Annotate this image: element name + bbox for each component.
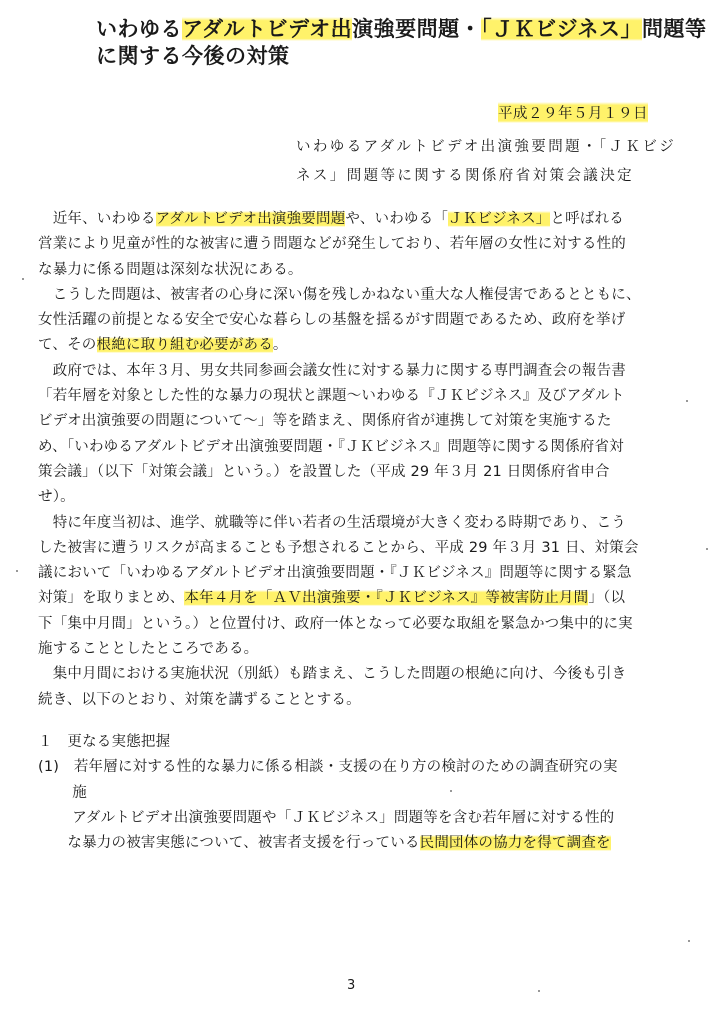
paragraph-1: 近年、いわゆるアダルトビデオ出演強要問題や、いわゆる「ＪＫビジネス」と呼ばれる 営業により児童が性的な被害に遭う問題などが発生しており、若年層の女性に対する性的 な暴力に係る問題は深刻な状況にある。 — [38, 211, 626, 278]
scan-speck — [686, 400, 688, 402]
highlight-eradication: 根絶に取り組む必要がある — [96, 337, 273, 354]
paragraph-2: こうした問題は、被害者の心身に深い傷を残しかねない重大な人権侵害であるとともに、 女性活躍の前提となる安全で安心な暮らしの基盤を揺るがす問題であるため、政府を挙げ て、その根絶に取り組む必要がある。 — [38, 286, 641, 354]
page-number: 3 — [347, 978, 356, 993]
highlight-prevention-month: 本年４月を「ＡＶ出演強要・『ＪＫビジネス』等被害防止月間 — [184, 590, 589, 607]
highlight-private-groups: 民間団体の協力を得て調査を — [419, 835, 611, 852]
highlight-av-problem: アダルトビデオ出演強要問題 — [155, 211, 346, 227]
section-1: １ 更なる実態把握 (1) 若年層に対する性的な暴力に係る相談・支援の在り方の検討のための調査研究の実 施 アダルトビデオ出演強要問題や「ＪＫビジネス」問題等を含む若年層に対する性的 な暴力の被害実態について、被害者支援を行っている民間団体の協力を得て調査を — [38, 730, 690, 856]
paragraph-4: 特に年度当初は、進学、就職等に伴い若者の生活環境が大きく変わる時期であり、こう した被害に遭うリスクが高まることも予想されることから、平成 29 年３月 31 日、対策会 議において「いわゆるアダルトビデオ出演強要問題・『ＪＫビジネス』問題等に関する緊急 対策」を取りまとめ、本年４月を「ＡＶ出演強要・『ＪＫビジネス』等被害防止月間」（以 下「集中月間」という。）と位置付け、政府一体となって必要な取組を緊急かつ集中的に実 施することとしたところである。 — [38, 514, 639, 658]
document-body — [38, 207, 690, 856]
document-title — [96, 16, 707, 70]
title-highlight-av: アダルトビデオ出 — [182, 17, 353, 41]
issuing-body-line-2: ネス」問題等に関する関係府省対策会議決定 — [296, 168, 634, 184]
decision-date: 平成２９年５月１９日 — [498, 102, 648, 123]
scan-speck — [22, 278, 24, 280]
scan-speck — [16, 570, 18, 572]
title-line-2: に関する今後の対策 — [96, 44, 290, 68]
scan-speck — [450, 790, 452, 792]
issuing-body-line-1: いわゆるアダルトビデオ出演強要問題・「ＪＫビジ — [296, 139, 677, 155]
section-1-heading: １ 更なる実態把握 — [38, 733, 171, 750]
paragraph-5: 集中月間における実施状況（別紙）も踏まえ、こうした問題の根絶に向け、今後も引き 続き、以下のとおり、対策を講ずることとする。 — [38, 666, 627, 708]
highlight-jk-business: ＪＫビジネス」 — [448, 211, 551, 227]
scan-speck — [706, 548, 708, 550]
subsection-1-title: (1) 若年層に対する性的な暴力に係る相談・支援の在り方の検討のための調査研究の実 — [38, 759, 618, 776]
issuing-body — [296, 133, 676, 191]
title-highlight-jk: 「ＪＫビジネス」 — [481, 17, 642, 41]
scan-speck — [538, 990, 540, 992]
scan-speck — [688, 940, 690, 942]
paragraph-3: 政府では、本年３月、男女共同参画会議女性に対する暴力に関する専門調査会の報告書 「若年層を対象とした性的な暴力の現状と課題～いわゆる『ＪＫビジネス』及びアダルト ビデオ出演強要の問題について～」等を踏まえ、関係府省が連携して対策を実施するた め、「いわゆるアダルトビデオ出演強要問題・『ＪＫビジネス』問題等に関する関係府省対 策会議」（以下「対策会議」という。）を設置した（平成 29 年３月 21 日関係府省申合 せ）。 — [38, 362, 626, 506]
title-line-1: いわゆるアダルトビデオ出演強要問題・「ＪＫビジネス」問題等 — [96, 17, 707, 41]
